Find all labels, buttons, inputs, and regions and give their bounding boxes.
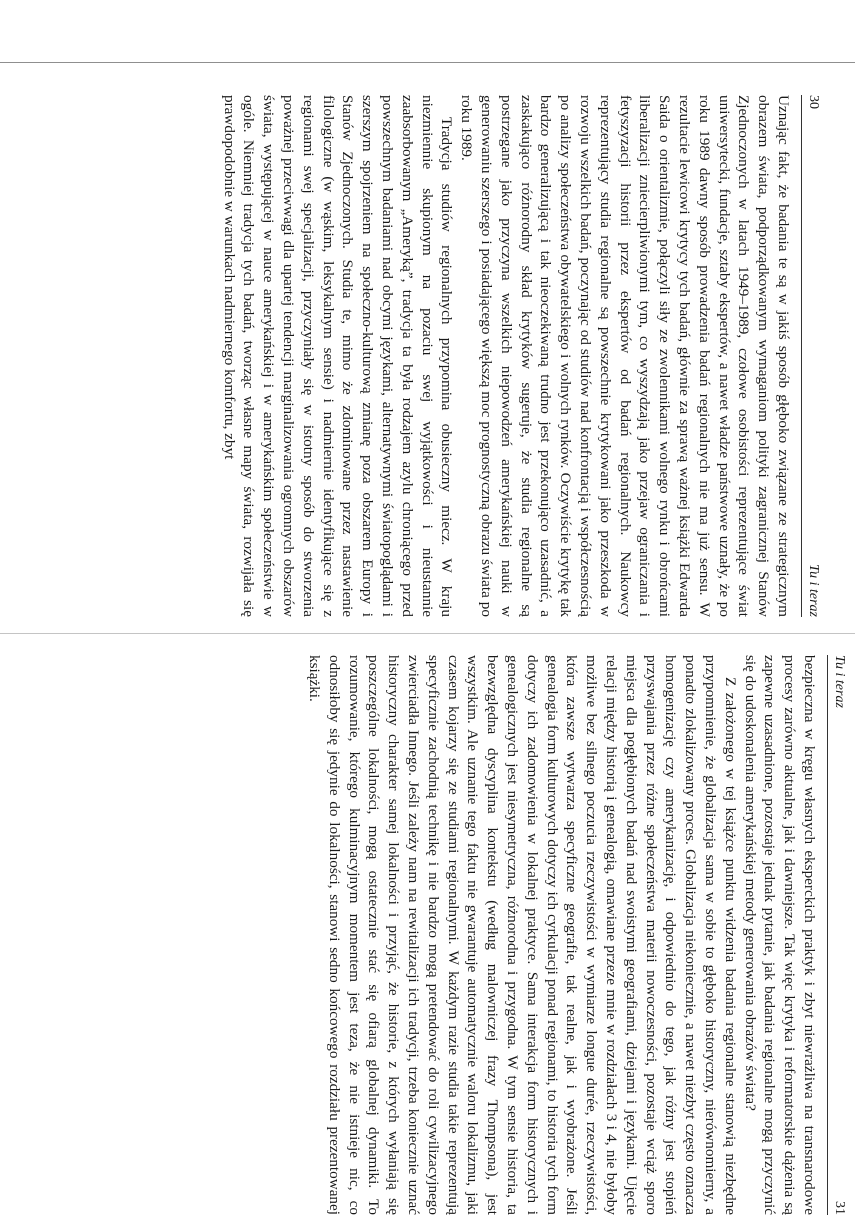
page-number: 30 [806,95,821,109]
paragraph: bezpieczna w kręgu własnych eksperckich praktyk i zbyt niewrażliwa na transnarodowe procesy zarówno aktualne, jak i dawniejsze. Tak więc krytyka i reformatorskie dążenia są zapewne uzasadnione, pozostaje jednak pytanie, jak badania regionalne mogą przyczynić się do udoskonalenia amerykańskiej metody generowania obrazów świata? [741,655,818,1215]
right-page [0,655,855,1215]
left-page [0,95,855,617]
scan-top-edge [0,62,855,63]
left-page-header [801,95,822,617]
paragraph: Z założonego w tej książce punktu widzenia badania regionalne stanowią niezbędne przypomnienie, że globalizacja sama w sobie to głęboko historyczny, nierównomierny, a ponadto zlokalizowany proces. Globalizacja niekoniecznie, a nawet niezbyt często oznacza homogenizację czy amerykanizację, i odpowiednio do tego, jak różny jest stopień przyswajania przez różne społeczeństwa materii nowoczesności, pozostaje wciąż sporo miejsca dla pogłębionych badań nad swoistymi geografiami, dziejami i językami. Ujęcie relacji między historią i genealogią, omawiane przeze mnie w rozdziałach 3 i 4, nie byłoby możliwe bez silnego poczucia rzeczywistości w wymiarze longue durée, rzeczywistości, która zawsze wytwarza specyficzne geografie, tak realne, jak i wyobrażone. Jeśli genealogia form kulturowych dotyczy ich cyrkulacji ponad regionami, to historia tych form dotyczy ich zadomowienia w lokalnej praktyce. Sama interakcja form historycznych i genealogicznych jest niesymetryczna, różnorodna i przygodna. W tym sensie historia, ta bezwzględna dyscyplina kontekstu (według malowniczej frazy Thompsona), jest wszystkim. Ale uznanie tego faktu nie gwarantuje automatycznie waloru lokalizmu, jaki czasem kojarzy się ze studiami regionalnymi. W każdym razie studia takie reprezentują specyficznie zachodnią technikę i nie bardzo mogą pretendować do roli cywilizacyjnego zwierciadła Innego. Jeśli zależy nam na rewitalizacji ich tradycji, trzeba koniecznie uznać historyczny charakter samej lokalności i przyjąć, że historie, z których wyłaniają się poszczególne lokalności, mogą ostatecznie stać się ofiarą globalnej dynamiki. To rozumowanie, którego kulminacyjnym momentem jest teza, że nie istnieje nic, co odnosiłoby się jedynie do lokalności, stanowi sedno końcowego rozdziału prezentowanej książki. [306,655,739,1215]
running-title: Tu i teraz [806,564,821,617]
paragraph: Uznając fakt, że badania te są w jakiś sposób głęboko związane ze strategicznym obrazem świata, podporządkowanym wymaganiom polityki zagranicznej Stanów Zjednoczonych w latach 1949–1989, czołowe osobistości reprezentujące świat uniwersytecki, fundacje, sztaby ekspertów, a nawet władze państwowe uznały, że po roku 1989 dawny sposób prowadzenia badań regionalnych nie ma już sensu. W rezultacie lewicowi krytycy tych badań, głównie za sprawą ważnej książki Edwarda Saida o orientalizmie, połączyli siły ze zwolennikami wolnego rynku i obrońcami liberalizacji zniecierpliwionymi tym, co wyszydzają jako przejaw ograniczania i fetyszyzacji historii przez ekspertów od badań regionalnych. Naukowcy reprezentujący studia regionalne są powszechnie krytykowani jako przeszkoda w rozwoju wszelkich badań, poczynając od studiów nad konfrontacją i współczesnością po analizy społeczeństwa obywatelskiego i wolnych rynków. Oczywiście krytykę tak bardzo generalizującą i tak nieoczekiwaną trudno jest przekonująco uzasadnić, a zaskakująco różnorodny skład krytyków sugeruje, że studia regionalne są postrzegane jako przyczyna wszelkich niepowodzeń amerykańskiej nauki w generowaniu szerszego i posiadającego większą moc prognostyczną obrazu świata po roku 1989. [458,95,792,617]
page-fold-line [0,633,855,634]
left-page-column [62,95,822,617]
right-page-header [827,655,848,1215]
paragraph: Tradycja studiów regionalnych przypomina obusieczny miecz. W kraju niezmiennie skupionym na pozaciu swej wyjątkowości i nieustannie zaabsorbowanym „Ameryką”, tradycja ta była rodzajem azylu chroniącego przed powszechnym badaniami nad obcymi językami, alternatywnymi światopoglądami i szerszym spojrzeniem na społeczno-kulturową zmianę poza obszarem Europy i Stanów Zjednoczonych. Studia te, mimo że zdominowane przez nastawienie filologiczne (w wąskim, leksykalnym sensie) i nadmiernie identyfikujące się z regionami swej specjalizacji, przyczyniały się w istotny sposób do stworzenia poważnej przeciwwagi dla upartej tendencji marginalizowania ogromnych obszarów świata, występującej w nauce amerykańskiej i w amerykańskim społeczeństwie w ogóle. Niemniej tradycja tych badań, tworząc własne mapy świata, rozwijała się prawdopodobnie w warunkach nadmiernego komfortu, zbyt [220,95,456,617]
page-number: 31 [832,1201,847,1215]
right-page-column [28,655,848,1215]
running-title: Tu i teraz [832,655,847,708]
